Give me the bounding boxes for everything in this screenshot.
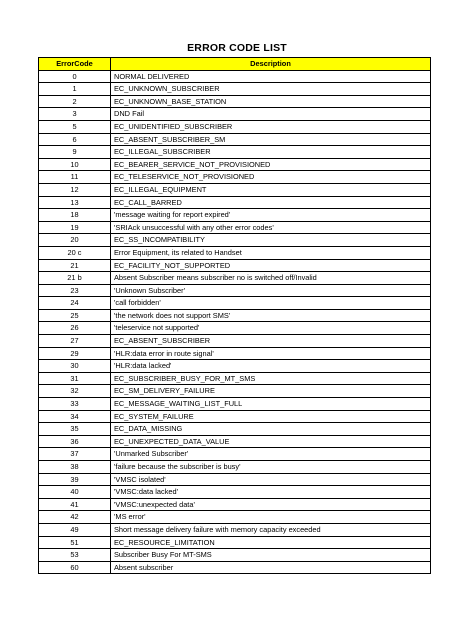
table-body	[39, 70, 431, 574]
description-cell: EC_RESOURCE_LIMITATION	[111, 536, 431, 549]
description-cell: Short message delivery failure with memory capacity exceeded	[111, 523, 431, 536]
table-row	[39, 209, 431, 222]
error-code-cell: 49	[39, 523, 111, 536]
description-cell: 'VMSC:data lacked'	[111, 486, 431, 499]
description-cell: Subscriber Busy For MT-SMS	[111, 549, 431, 562]
error-code-cell: 23	[39, 284, 111, 297]
column-header-description: Description	[111, 58, 431, 71]
error-code-cell: 21 b	[39, 272, 111, 285]
error-code-cell: 27	[39, 335, 111, 348]
error-code-cell: 21	[39, 259, 111, 272]
description-cell: 'teleservice not supported'	[111, 322, 431, 335]
error-code-cell: 39	[39, 473, 111, 486]
table-row	[39, 221, 431, 234]
table-header-row	[39, 58, 431, 71]
table-row	[39, 196, 431, 209]
description-cell: EC_UNIDENTIFIED_SUBSCRIBER	[111, 120, 431, 133]
table-row	[39, 120, 431, 133]
error-code-cell: 24	[39, 297, 111, 310]
description-cell: DND Fail	[111, 108, 431, 121]
table-row	[39, 108, 431, 121]
description-cell: EC_SUBSCRIBER_BUSY_FOR_MT_SMS	[111, 372, 431, 385]
description-cell: 'Unknown Subscriber'	[111, 284, 431, 297]
description-cell: 'VMSC:unexpected data'	[111, 498, 431, 511]
table-header	[39, 58, 431, 71]
description-cell: EC_UNKNOWN_BASE_STATION	[111, 95, 431, 108]
description-cell: EC_BEARER_SERVICE_NOT_PROVISIONED	[111, 158, 431, 171]
error-code-cell: 20 c	[39, 246, 111, 259]
error-code-cell: 5	[39, 120, 111, 133]
error-code-cell: 3	[39, 108, 111, 121]
description-cell: 'HLR:data error in route signal'	[111, 347, 431, 360]
description-cell: EC_DATA_MISSING	[111, 423, 431, 436]
error-code-cell: 33	[39, 398, 111, 411]
table-row	[39, 385, 431, 398]
description-cell: NORMAL DELIVERED	[111, 70, 431, 83]
table-row	[39, 435, 431, 448]
description-cell: Error Equipment, its related to Handset	[111, 246, 431, 259]
table-row	[39, 158, 431, 171]
error-code-cell: 53	[39, 549, 111, 562]
error-code-cell: 11	[39, 171, 111, 184]
error-code-cell: 25	[39, 309, 111, 322]
page-title: ERROR CODE LIST	[187, 42, 287, 54]
table-row	[39, 183, 431, 196]
description-cell: 'failure because the subscriber is busy'	[111, 461, 431, 474]
error-code-cell: 42	[39, 511, 111, 524]
error-code-cell: 9	[39, 146, 111, 159]
error-code-cell: 20	[39, 234, 111, 247]
error-code-cell: 38	[39, 461, 111, 474]
description-cell: 'MS error'	[111, 511, 431, 524]
error-code-cell: 2	[39, 95, 111, 108]
table-row	[39, 95, 431, 108]
description-cell: EC_ABSENT_SUBSCRIBER_SM	[111, 133, 431, 146]
table-row	[39, 335, 431, 348]
error-code-cell: 29	[39, 347, 111, 360]
table-row	[39, 133, 431, 146]
table-row	[39, 398, 431, 411]
table-row	[39, 284, 431, 297]
table-row	[39, 448, 431, 461]
error-code-cell: 41	[39, 498, 111, 511]
table-row	[39, 372, 431, 385]
description-cell: EC_CALL_BARRED	[111, 196, 431, 209]
table-row	[39, 70, 431, 83]
table-row	[39, 322, 431, 335]
error-code-cell: 34	[39, 410, 111, 423]
table-row	[39, 234, 431, 247]
description-cell: 'SRIAck unsuccessful with any other error codes'	[111, 221, 431, 234]
error-code-cell: 51	[39, 536, 111, 549]
table-row	[39, 246, 431, 259]
table-row	[39, 272, 431, 285]
table-row	[39, 486, 431, 499]
error-code-cell: 6	[39, 133, 111, 146]
error-code-cell: 26	[39, 322, 111, 335]
table-row	[39, 423, 431, 436]
table-row	[39, 309, 431, 322]
description-cell: Absent Subscriber means subscriber no is switched off/Invalid	[111, 272, 431, 285]
table-row	[39, 410, 431, 423]
table-row	[39, 511, 431, 524]
table-row	[39, 259, 431, 272]
error-code-cell: 10	[39, 158, 111, 171]
table-row	[39, 536, 431, 549]
description-cell: EC_UNKNOWN_SUBSCRIBER	[111, 83, 431, 96]
error-code-cell: 32	[39, 385, 111, 398]
description-cell: Absent subscriber	[111, 561, 431, 574]
error-code-table	[38, 57, 431, 574]
description-cell: EC_ILLEGAL_SUBSCRIBER	[111, 146, 431, 159]
table-row	[39, 297, 431, 310]
error-code-cell: 60	[39, 561, 111, 574]
description-cell: EC_SYSTEM_FAILURE	[111, 410, 431, 423]
error-code-cell: 30	[39, 360, 111, 373]
description-cell: 'VMSC isolated'	[111, 473, 431, 486]
error-code-cell: 13	[39, 196, 111, 209]
table-row	[39, 171, 431, 184]
table-row	[39, 83, 431, 96]
table-row	[39, 360, 431, 373]
table-row	[39, 549, 431, 562]
table-row	[39, 347, 431, 360]
column-header-error-code: ErrorCode	[39, 58, 111, 71]
description-cell: EC_UNEXPECTED_DATA_VALUE	[111, 435, 431, 448]
description-cell: EC_FACILITY_NOT_SUPPORTED	[111, 259, 431, 272]
error-code-cell: 19	[39, 221, 111, 234]
description-cell: 'message waiting for report expired'	[111, 209, 431, 222]
description-cell: 'Unmarked Subscriber'	[111, 448, 431, 461]
description-cell: EC_TELESERVICE_NOT_PROVISIONED	[111, 171, 431, 184]
error-code-cell: 37	[39, 448, 111, 461]
error-code-cell: 35	[39, 423, 111, 436]
table-row	[39, 561, 431, 574]
error-code-cell: 0	[39, 70, 111, 83]
error-code-cell: 40	[39, 486, 111, 499]
description-cell: EC_MESSAGE_WAITING_LIST_FULL	[111, 398, 431, 411]
error-code-cell: 36	[39, 435, 111, 448]
table-row	[39, 461, 431, 474]
description-cell: EC_SS_INCOMPATIBILITY	[111, 234, 431, 247]
description-cell: 'call forbidden'	[111, 297, 431, 310]
table-row	[39, 523, 431, 536]
description-cell: 'HLR:data lacked'	[111, 360, 431, 373]
error-code-cell: 18	[39, 209, 111, 222]
description-cell: EC_SM_DELIVERY_FAILURE	[111, 385, 431, 398]
table-row	[39, 146, 431, 159]
description-cell: EC_ABSENT_SUBSCRIBER	[111, 335, 431, 348]
error-code-cell: 31	[39, 372, 111, 385]
description-cell: EC_ILLEGAL_EQUIPMENT	[111, 183, 431, 196]
table-row	[39, 473, 431, 486]
error-code-cell: 1	[39, 83, 111, 96]
error-code-cell: 12	[39, 183, 111, 196]
table-row	[39, 498, 431, 511]
description-cell: 'the network does not support SMS'	[111, 309, 431, 322]
